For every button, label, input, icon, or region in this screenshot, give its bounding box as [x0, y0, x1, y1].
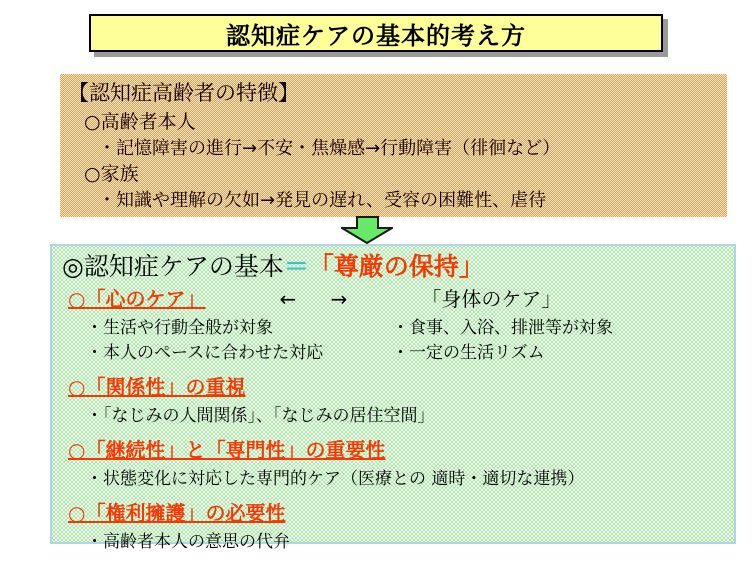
down-arrow-icon [341, 216, 393, 244]
body-care-point-1: ・食事、入浴、排泄等が対象 [392, 318, 613, 338]
basics-box [50, 244, 736, 552]
section-heading-continuity: ○「継続性」と「専門性」の重要性 [68, 438, 386, 462]
left-right-arrows: ← → [279, 287, 362, 311]
basics-heading [62, 250, 734, 283]
feature-label-person: ○高齢者本人 [84, 111, 196, 133]
section-heading-advocacy: ○「権利擁護」の必要性 [68, 501, 286, 525]
section-heading-relationship: ○「関係性」の重視 [68, 375, 246, 399]
heart-care-point-1: ・生活や行動全般が対象 [86, 318, 273, 338]
basics-heading-prefix: ◎認知症ケアの基本 [62, 252, 284, 281]
heart-care-heading: ○「心のケア」 [68, 287, 206, 311]
section-detail-relationship: ・「なじみの人間関係」、「なじみの居住空間」 [86, 406, 435, 426]
heart-care-point-2: ・本人のペースに合わせた対応 [86, 343, 324, 363]
section-detail-continuity: ・状態変化に対応した専門的ケア（医療との 適時・適切な連携） [86, 469, 585, 489]
basics-heading-emphasis: 「尊厳の保持」 [308, 252, 484, 281]
feature-detail-family: ・知識や理解の欠如→発見の遅れ、受容の困難性、虐待 [98, 190, 547, 211]
care-row [68, 284, 734, 316]
section-detail-advocacy: ・高齢者本人の意思の代弁 [86, 532, 290, 552]
equals-sign: ＝ [283, 252, 309, 281]
features-box [60, 74, 727, 217]
features-heading: 【認知症高齢者の特徴】 [68, 81, 299, 105]
feature-detail-person: ・記憶障害の進行→不安・焦燥感→行動障害（徘徊など） [98, 138, 561, 159]
slide-title: 認知症ケアの基本的考え方 [226, 21, 526, 50]
body-care-heading: 「身体のケア」 [421, 287, 562, 311]
care-columns-row-1 [86, 316, 734, 341]
care-columns-row-2 [86, 341, 734, 366]
feature-label-family: ○家族 [84, 163, 139, 185]
body-care-point-2: ・一定の生活リズム [392, 343, 545, 363]
slide-title-box [89, 14, 663, 52]
